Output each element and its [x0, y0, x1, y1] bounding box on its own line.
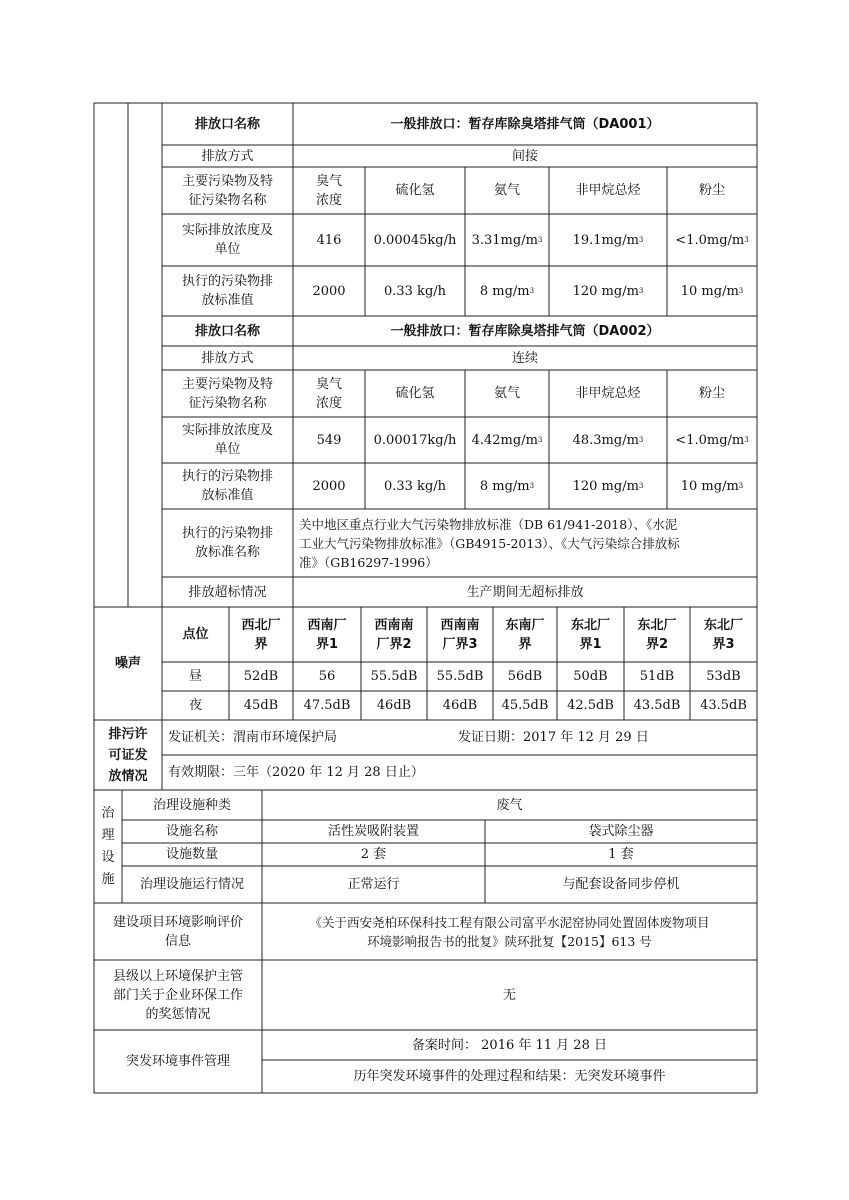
facility-qty-2: 1 套: [608, 847, 634, 862]
outlet-b-standard-nh3: 8 mg/m 3: [479, 478, 535, 494]
outlet-b-actual-odor: 549: [316, 432, 342, 448]
outlet-b-name-value: 一般排放口：暂存库除臭塔排气筒（DA002）: [390, 323, 660, 339]
noise-night-value: 42.5dB: [567, 698, 614, 713]
outlet-b-standard-h2s: 0.33 kg/h: [383, 478, 447, 494]
noise-point: 东北厂 界1: [570, 617, 610, 652]
outlet-b-actual-dust: <1.0mg/m 3: [675, 432, 749, 448]
reward-value: 无: [502, 987, 516, 1003]
permit-issuer: 发证机关：渭南市环境保护局: [168, 730, 338, 745]
noise-point: 西北厂 界: [241, 617, 281, 652]
noise-night-value: 46dB: [376, 698, 412, 713]
outlet-b-name-label: 排放口名称: [194, 323, 260, 339]
facility-name-label: 设施名称: [165, 824, 218, 839]
outlet-a-pollutant-nmhc: 非甲烷总烃: [575, 183, 641, 198]
outlet-a-standard-h2s: 0.33 kg/h: [383, 283, 447, 299]
facility-type-label: 治理设施种类: [152, 797, 231, 813]
outlet-a-actual-nmhc: 19.1mg/m 3: [572, 232, 644, 248]
outlet-b-pollutant-odor: 臭气 浓度: [315, 376, 342, 411]
outlet-a-pollutant-h2s: 硫化氢: [395, 183, 435, 198]
outlet-b-pollutant-h2s: 硫化氢: [395, 386, 435, 401]
noise-day-value: 53dB: [706, 669, 741, 684]
exceed-value: 生产期间无超标排放: [466, 584, 584, 600]
outlet-b-pollutant-label: 主要污染物及特 征污染物名称: [181, 376, 273, 411]
noise-day-value: 56dB: [507, 669, 543, 684]
facility-qty-label: 设施数量: [165, 847, 218, 862]
outlet-a-standard-dust: 10 mg/m 3: [680, 283, 744, 299]
outlet-a-standard-nh3: 8 mg/m 3: [479, 283, 535, 299]
outlet-a-standard-label: 执行的污染物排 放标准值: [181, 274, 273, 308]
facility-type-value: 废气: [496, 797, 523, 813]
emergency-filing: 备案时间： 2016 年 11 月 28 日: [412, 1037, 607, 1053]
outlet-a-actual-label: 实际排放浓度及 单位: [181, 223, 273, 257]
exceed-label: 排放超标情况: [188, 584, 267, 600]
noise-label: 噪声: [114, 656, 141, 671]
outlet-a-name-label: 排放口名称: [194, 116, 260, 132]
outlet-a-pollutant-label: 主要污染物及特 征污染物名称: [181, 173, 273, 208]
facility-name-2: 袋式除尘器: [588, 824, 654, 839]
facility-name-1: 活性炭吸附装置: [327, 824, 419, 839]
outlet-a-pollutant-odor: 臭气 浓度: [315, 173, 342, 208]
outlet-a-name-value: 一般排放口：暂存库除臭塔排气筒（DA001）: [390, 116, 660, 132]
outlet-b-mode-value: 连续: [511, 350, 538, 366]
emergency-label: 突发环境事件管理: [125, 1054, 230, 1069]
outlet-b-standard-label: 执行的污染物排 放标准值: [181, 469, 273, 503]
outlet-b-pollutant-nh3: 氨气: [493, 386, 520, 401]
noise-night-value: 45.5dB: [501, 698, 549, 713]
outlet-b-pollutant-dust: 粉尘: [698, 386, 725, 401]
noise-point: 东北厂 界3: [703, 617, 743, 652]
outlet-b-pollutant-nmhc: 非甲烷总烃: [575, 386, 641, 401]
outlet-b-standard-nmhc: 120 mg/m 3: [572, 478, 644, 494]
outlet-b-actual-nmhc: 48.3mg/m 3: [572, 432, 644, 448]
facilities-label: 治 理 设 施: [101, 805, 115, 887]
outlet-a-pollutant-nh3: 氨气: [493, 183, 520, 198]
outlet-a-actual-h2s: 0.00045kg/h: [373, 232, 457, 248]
noise-night-value: 46dB: [442, 698, 478, 713]
noise-night-value: 45dB: [243, 698, 279, 713]
outlet-a-actual-nh3: 3.31mg/m 3: [471, 232, 543, 248]
outlet-b-actual-label: 实际排放浓度及 单位: [181, 423, 273, 457]
standard-name-value: 关中地区重点行业大气污染物排放标准（DB 61/941-2018）、《水泥 工业大气污染物排放标准》（GB4915-2013）、《大气污染综合排放标 准》（GB16297-1996）: [299, 516, 680, 570]
permit-label: 排污许 可证发 放情况: [108, 726, 148, 784]
outlet-b-mode-label: 排放方式: [201, 350, 254, 366]
facility-qty-1: 2 套: [360, 847, 387, 862]
eia-label: 建设项目环境影响评价 信息: [112, 914, 243, 949]
eia-value: 《关于西安尧柏环保科技工程有限公司富平水泥窑协同处置固体废物项目 环境影响报告书的批复》陕环批复【2015】613 号: [309, 914, 710, 949]
noise-point-label: 点位: [182, 627, 209, 642]
facility-status-1: 正常运行: [347, 877, 400, 892]
outlet-a-actual-dust: <1.0mg/m 3: [675, 232, 749, 248]
reward-label: 县级以上环境保护主管 部门关于企业环保工作 的奖惩情况: [112, 968, 243, 1022]
permit-validity: 有效期限：三年（2020 年 12 月 28 日止）: [168, 765, 424, 780]
noise-night-value: 43.5dB: [700, 698, 747, 713]
outlet-b-actual-h2s: 0.00017kg/h: [373, 432, 457, 448]
facility-status-label: 治理设施运行情况: [139, 877, 244, 892]
permit-date: 发证日期：2017 年 12 月 29 日: [458, 730, 649, 745]
noise-day-value: 50dB: [573, 669, 608, 684]
noise-night-value: 47.5dB: [303, 698, 351, 713]
outlet-b-actual-nh3: 4.42mg/m 3: [471, 432, 543, 448]
noise-night-label: 夜: [188, 698, 202, 713]
noise-point: 西南南 厂界2: [374, 617, 414, 652]
noise-day-value: 55.5dB: [436, 669, 484, 684]
facility-status-2: 与配套设备同步停机: [562, 877, 680, 892]
outlet-a-actual-odor: 416: [316, 232, 342, 248]
outlet-a-pollutant-dust: 粉尘: [698, 183, 725, 198]
noise-point: 东南厂 界: [505, 617, 545, 652]
noise-night-value: 43.5dB: [633, 698, 681, 713]
outlet-b-standard-dust: 10 mg/m 3: [680, 478, 744, 494]
outlet-b-standard-odor: 2000: [312, 478, 346, 494]
emergency-history: 历年突发环境事件的处理过程和结果：无突发环境事件: [353, 1069, 666, 1084]
noise-point: 西南南 厂界3: [440, 617, 480, 652]
noise-day-value: 56: [318, 669, 336, 684]
noise-day-value: 51dB: [639, 669, 675, 684]
noise-day-value: 55.5dB: [370, 669, 418, 684]
noise-day-label: 昼: [188, 669, 202, 684]
standard-name-label: 执行的污染物排 放标准名称: [181, 526, 273, 560]
outlet-a-standard-odor: 2000: [312, 283, 346, 299]
noise-point: 西南厂 界1: [307, 617, 347, 652]
outlet-a-standard-nmhc: 120 mg/m 3: [572, 283, 644, 299]
noise-day-value: 52dB: [243, 669, 279, 684]
outlet-a-mode-value: 间接: [511, 148, 538, 164]
noise-point: 东北厂 界2: [637, 617, 677, 652]
outlet-a-mode-label: 排放方式: [201, 148, 254, 164]
